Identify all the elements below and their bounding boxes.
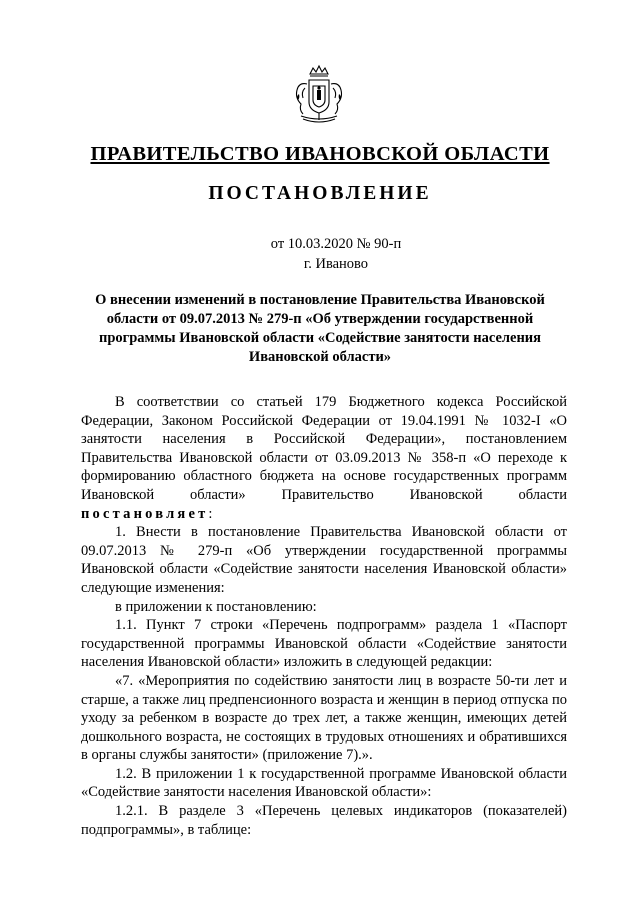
paragraph-1-1: 1.1. Пункт 7 строки «Перечень подпрограмм» раздела 1 «Паспорт государственной программы Ивановской области «Содействие занятости населения Ивановской области» изложить в следующей редакции: xyxy=(81,617,567,671)
document-city: г. Иваново xyxy=(303,256,369,272)
document-body xyxy=(81,393,567,839)
document-title: О внесении изменений в постановление Правительства Ивановской области от 09.07.2013 № 279-п «Об утверждении государственной программы Ивановской области «Содействие занятости населения Ивановской области» xyxy=(95,292,545,365)
preamble-paragraph: В соответствии со статьей 179 Бюджетного кодекса Российской Федерации, Законом Российской Федерации от 19.04.1991 № 1032-I «О занятости населения в Российской Федерации», постановлением Правительства Ивановской области от 03.09.2013 № 358-п «О переходе к формированию областного бюджета на основе государственных программ Ивановской области» Правительство Ивановской области xyxy=(81,394,567,503)
document-type: ПОСТАНОВЛЕНИЕ xyxy=(208,183,432,204)
resolves-colon: : xyxy=(208,505,213,522)
paragraph-quote-7: «7. «Мероприятия по содействию занятости лиц в возрасте 50-ти лет и старше, а также лиц предпенсионного возраста и женщин в период отпуска по уходу за ребенком в возрасте до трех лет, а также женщин, имеющих детей дошкольного возраста, не состоящих в трудовых отношениях и обратившихся в органы службы занятости» (приложение 7).». xyxy=(81,672,567,764)
resolves-line xyxy=(81,505,567,524)
paragraph-1-2: 1.2. В приложении 1 к государственной программе Ивановской области «Содействие занятости населения Ивановской области»: xyxy=(81,765,567,801)
government-name: ПРАВИТЕЛЬСТВО ИВАНОВСКОЙ ОБЛАСТИ xyxy=(90,143,550,165)
document-date-number: от 10.03.2020 № 90-п xyxy=(270,236,402,252)
paragraph-2: в приложении к постановлению: xyxy=(115,598,317,615)
resolves-word: постановляет xyxy=(81,505,209,522)
coat-of-arms-emblem xyxy=(289,64,349,128)
paragraph-1: 1. Внести в постановление Правительства Ивановской области от 09.07.2013 № 279-п «Об утверждении государственной программы Ивановской области «Содействие занятости населения Ивановской области» следующие изменения: xyxy=(81,524,567,596)
paragraph-1-2-1: 1.2.1. В разделе 3 «Перечень целевых индикаторов (показателей) подпрограммы», в таблице: xyxy=(81,803,567,838)
